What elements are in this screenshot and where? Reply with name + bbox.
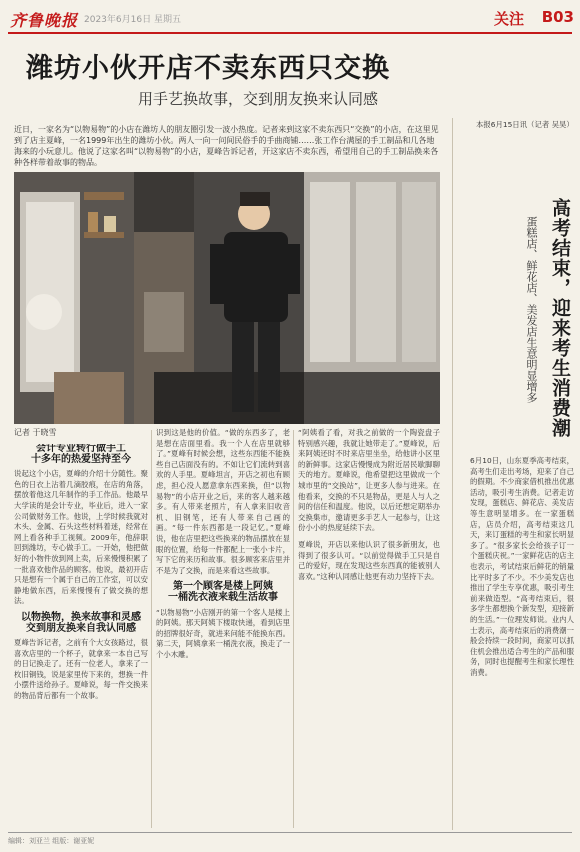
section1-title-b: 十多年的热爱坚持至今 bbox=[31, 453, 131, 465]
section3-title-a: 第一个顾客是楼上阿姨 bbox=[173, 581, 273, 593]
section-label: 关注 bbox=[493, 10, 524, 28]
article-column-1 bbox=[14, 444, 148, 830]
column-3-text: “阿姨看了看，对我之前做的一个陶瓷盘子特别感兴趣，我就让她带走了。”夏峰说，后来阿姨还时不时来店里坐坐，给他讲小区里的新鲜事。这家店慢慢成为附近居民歇脚聊天的地方。夏峰说，他希望把这里做成一个城市里的“交换站”，让更多人参与进来。在他看来，交换的不只是物品，更是人与人之间的信任和温度。他说，以后还想定期举办交换集市，邀请更多手艺人一起参与，让这份小小的热度延续下去。 bbox=[298, 428, 440, 533]
sidebar-headline: 高考结束，迎来考生消费潮 bbox=[549, 198, 571, 438]
article-lead: 近日，一家名为“以物易物”的小店在潍坊人的朋友圈引发一波小热度。记者来到这家不卖东西只“交换”的小店，在这里见到了店主夏峰，一名1999年出生的潍坊小伙。两人一向一问间民俗手的手曲商铺……张工作台满屋的手工制品和几各地海来的小玩意儿。他说了这家名叫“以物易物”的小店，夏峰告诉记者，开这家店不卖东西，希望用自己的手工制品换来各种各样带着故事的物品。 bbox=[14, 125, 439, 167]
column-1-text: 说起这个小店，夏峰的介绍十分随性。聚色的日衣上沾着几滴胶痕，在店的角落，摆放着他这几年制作的手工作品。他最早大学读的是会计专业，毕业后，进入一家公司做财务工作。他说，上学时候我就对木头、金属、石头这些材料着迷，经常在网上看各种手工视频。2009年，他辞职回到潍坊，专心做手工。一开始，他把做好的小物件放到网上卖，后来慢慢积累了一批喜欢他作品的顾客。他说，最初开店只是想有一个属于自己的工作室，可以安静地做东西，后来慢慢有了做交换的想法。 bbox=[14, 469, 148, 606]
article-photo bbox=[14, 172, 440, 424]
section1-title-a: 会计专业转行做手工 bbox=[36, 444, 126, 454]
article-subhead: 用手艺换故事，交到朋友换来认同感 bbox=[138, 90, 379, 108]
newspaper-logo: 齐鲁晚报 bbox=[10, 11, 79, 30]
sidebar-divider bbox=[452, 118, 453, 830]
section2-title-b: 交到朋友换来自我认同感 bbox=[26, 622, 136, 634]
column-2-text-b: “以物易物”小店刚开的第一个客人是楼上的阿姨。那天阿姨下楼取快递，看到店里的招牌很好奇，就进来问能不能换东西。第二天，阿姨拿来一桶洗衣液，换走了一个小木雕。 bbox=[156, 607, 290, 659]
sidebar-text: 6月10日，山东夏季高考结束，高考生们走出考场，迎来了自己的假期。不少商家借机推出优惠活动，吸引考生消费。记者走访发现，蛋糕店、鲜花店、美发店等生意明显增多。在一家蛋糕店，店员介绍，高考结束这几天，来订蛋糕的考生和家长明显多了。“很多家长会给孩子订一个蛋糕庆祝。”一家鲜花店的店主也表示，考试结束后鲜花的销量比平时多了不少。不少美发店也推出了学生专享优惠，吸引考生前来做造型。“高考结束后，很多学生都想换个新发型，迎接新的生活。”一位理发师说。业内人士表示，高考结束后的消费潮一般会持续一段时间，商家可以抓住机会推出适合考生的产品和服务，同时也提醒考生和家长理性消费。 bbox=[470, 456, 574, 677]
page-number: B03 bbox=[541, 8, 574, 26]
footer-rule bbox=[8, 832, 572, 833]
column-3-text-b: 夏峰说，开店以来他认识了很多新朋友，也得到了很多认可。“以前觉得做手工只是自己的爱好，现在发现这些东西真的能被别人喜欢。”这种认同感让他更有动力坚持下去。 bbox=[298, 539, 440, 581]
section2-title-a: 以物换物，换来故事和灵感 bbox=[21, 611, 141, 623]
section3-title-b: 一桶洗衣液来载生活故事 bbox=[168, 591, 278, 603]
column-divider bbox=[293, 430, 294, 828]
sidebar-dateline: 本报6月15日讯（记者 吴昊） bbox=[476, 120, 574, 129]
sidebar-subheadline: 蛋糕店、鲜花店、美发店生意明显增多 bbox=[525, 216, 538, 403]
issue-date: 2023年6月16日 星期五 bbox=[84, 15, 181, 25]
sidebar-headline-block bbox=[478, 198, 574, 448]
column-divider bbox=[151, 430, 152, 828]
editor-credits: 编辑：刘亚兰 组版：谢亚妮 bbox=[8, 837, 95, 845]
article-byline: 记者 于晓雪 bbox=[14, 428, 57, 437]
article-headline: 潍坊小伙开店不卖东西只交换 bbox=[26, 53, 390, 84]
shop-interior-illustration bbox=[14, 172, 440, 424]
sidebar-dateline-block bbox=[476, 120, 574, 196]
column-2-text: 识到这是他的价值。“做的东西多了，老是想在店面里看。我一个人在店里就够了。”夏峰有时候会想，这些东西能不能换些自己店面没有的。不如让它们流转到喜欢的人手里。夏峰坦言，开店之初也有顾虑，担心没人愿意拿东西来换，但“以物易物”的小店开业之后，来的客人越来越多。有人带来老照片，有人拿来旧收音机、旧钢笔，还有人带来自己画的画。“每一件东西都是一段记忆。”夏峰说，他在店里把这些换来的物品摆放在显眼的位置，给每一件都配上一张小卡片，写下它的来历和故事。很多顾客来店里并不是为了交换，而是来看这些故事。 bbox=[156, 428, 290, 575]
column-1-text-b: 夏峰告诉记者，之前有个大女孩路过，很喜欢店里的一个杯子，就拿来一本自己写的日记换走了。还有一位老人，拿来了一枚旧铜钱，说是家里传下来的，想换一件小摆件送给孙子。夏峰说，每一件交换来的物品背后都有一个故事。 bbox=[14, 638, 148, 701]
masthead bbox=[0, 0, 580, 36]
masthead-rule bbox=[8, 32, 572, 34]
sidebar-body bbox=[470, 456, 574, 830]
article-column-2 bbox=[156, 428, 290, 830]
article-column-3 bbox=[298, 428, 440, 830]
